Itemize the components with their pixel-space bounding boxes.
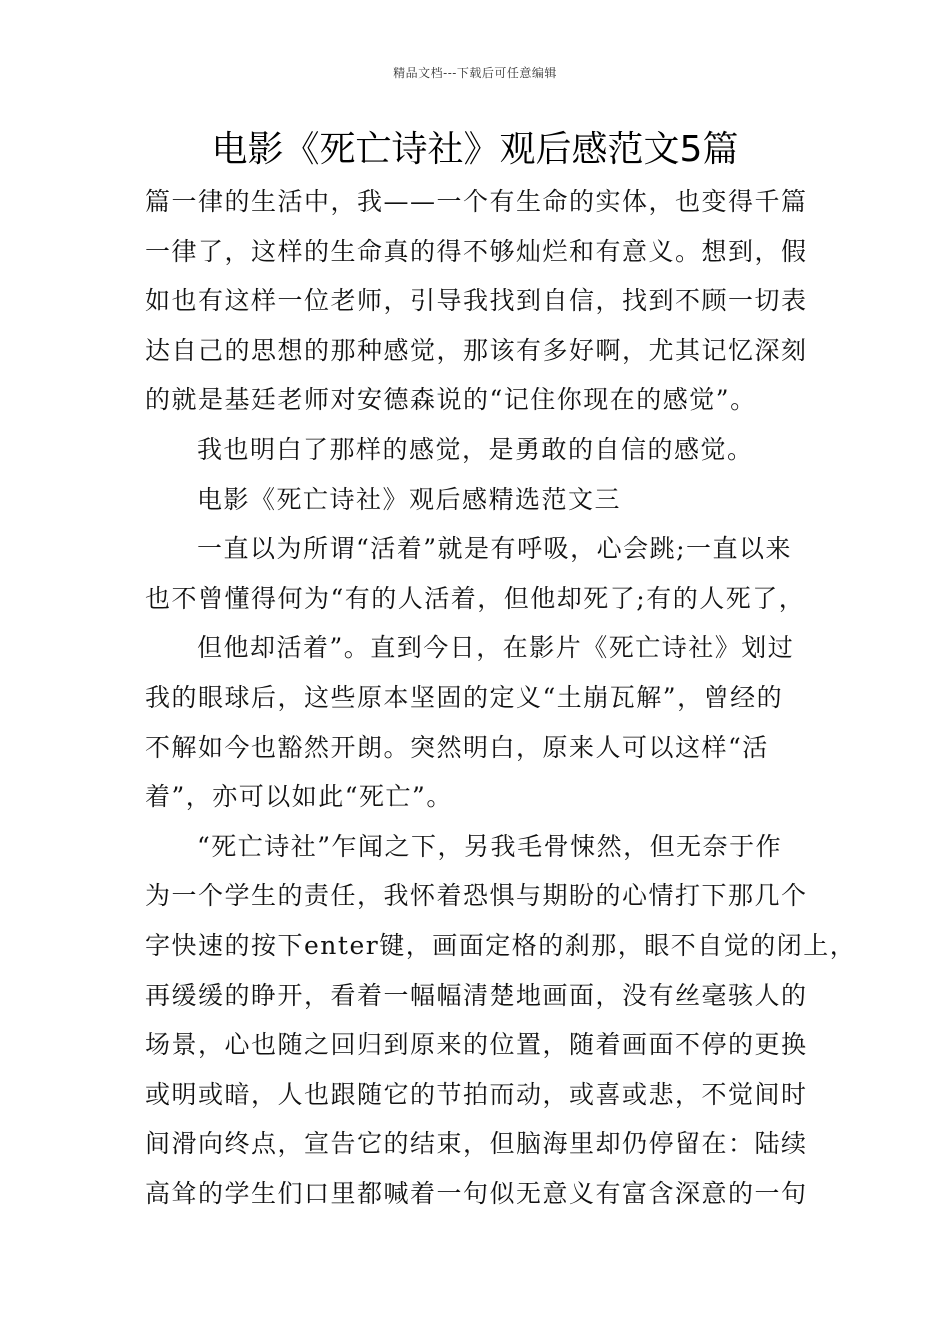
text-line: 不解如今也豁然开朗。突然明白，原来人可以这样“活 bbox=[145, 732, 769, 762]
text-line: 篇一律的生活中，我——一个有生命的实体，也变得千篇 bbox=[145, 187, 808, 216]
text-line: 也不曾懂得何为“有的人活着，但他却死了;有的人死了， bbox=[145, 583, 806, 613]
text-line: 但他却活着”。直到今日，在影片《死亡诗社》划过 bbox=[197, 633, 795, 663]
paragraph bbox=[145, 623, 825, 821]
text-line: “死亡诗社”乍闻之下，另我毛骨悚然，但无奈于作 bbox=[197, 831, 783, 861]
text-line: 再缓缓的睁开，看着一幅幅清楚地画面，没有丝毫骇人的 bbox=[145, 980, 808, 1010]
paragraph bbox=[145, 177, 825, 425]
text-line: 为一个学生的责任，我怀着恐惧与期盼的心情打下那几个 bbox=[145, 881, 808, 911]
section-heading bbox=[145, 475, 825, 525]
text-line: 我的眼球后，这些原本坚固的定义“土崩瓦解”，曾经的 bbox=[145, 682, 784, 712]
text-line: 的就是基廷老师对安德森说的“记住你现在的感觉”。 bbox=[145, 385, 757, 415]
paragraph bbox=[145, 822, 857, 1219]
document-title: 电影《死亡诗社》观后感范文5篇 bbox=[211, 129, 739, 170]
text-line: 字快速的按下enter键，画面定格的刹那，眼不自觉的闭上， bbox=[145, 930, 857, 960]
text-line: 我也明白了那样的感觉，是勇敢的自信的感觉。 bbox=[197, 434, 754, 464]
text-line: 一直以为所谓“活着”就是有呼吸，心会跳;一直以来 bbox=[197, 534, 792, 564]
text-line: 如也有这样一位老师，引导我找到自信，找到不顾一切表 bbox=[145, 286, 808, 316]
text-line: 一律了，这样的生命真的得不够灿烂和有意义。想到，假 bbox=[145, 236, 808, 266]
text-line: 场景，心也随之回归到原来的位置，随着画面不停的更换 bbox=[145, 1030, 808, 1060]
header-note: 精品文档---下载后可任意编辑 bbox=[393, 66, 557, 80]
text-line: 着”，亦可以如此“死亡”。 bbox=[145, 782, 453, 812]
text-line: 达自己的思想的那种感觉，那该有多好啊，尤其记忆深刻 bbox=[145, 335, 808, 365]
text-line: 高耸的学生们口里都喊着一句似无意义有富含深意的一句 bbox=[145, 1178, 808, 1208]
paragraph bbox=[145, 425, 825, 475]
paragraph bbox=[145, 524, 825, 623]
text-line: 间滑向终点，宣告它的结束，但脑海里却仍停留在：陆续 bbox=[145, 1129, 808, 1159]
document-body bbox=[145, 177, 857, 1218]
text-line: 电影《死亡诗社》观后感精选范文三 bbox=[197, 484, 622, 514]
text-line: 或明或暗，人也跟随它的节拍而动，或喜或悲，不觉间时 bbox=[145, 1079, 808, 1109]
